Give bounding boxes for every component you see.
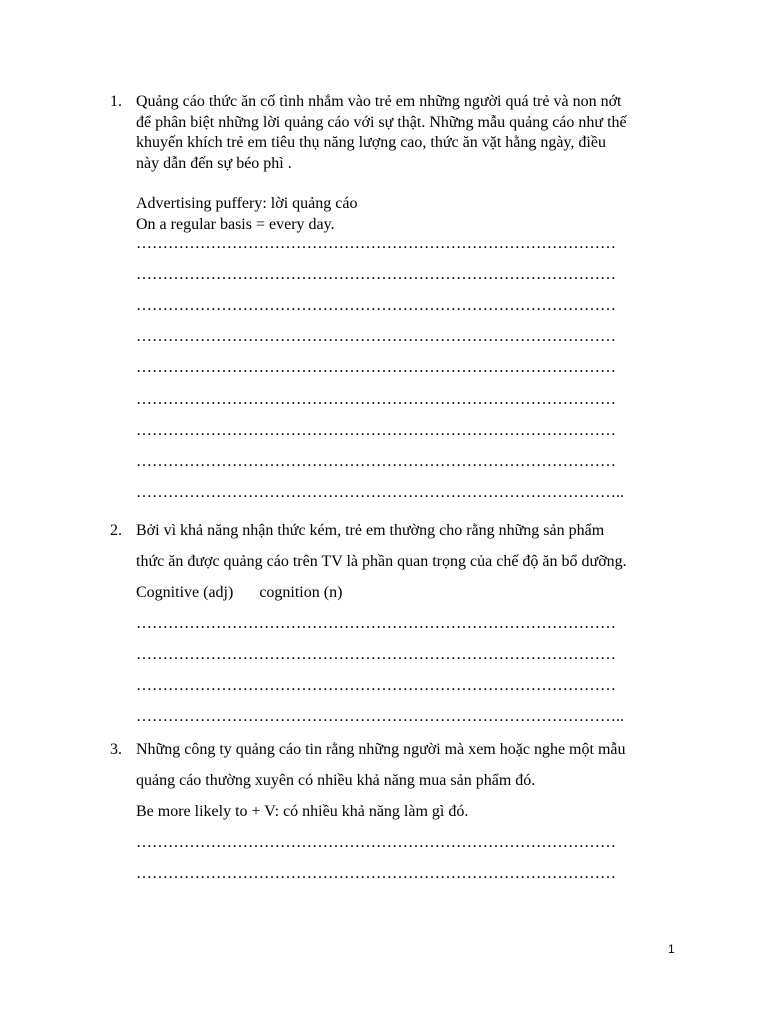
answer-line[interactable]: ……………………………………………………………………………….. <box>136 708 624 725</box>
answer-line[interactable]: ……………………………………………………………………………… <box>136 296 616 314</box>
sentence-line: Quảng cáo thức ăn cố tình nhắm vào trẻ em những người quá trẻ và non nớt <box>136 93 622 110</box>
sentence-line: thức ăn được quảng cáo trên TV là phần quan trọng của chế độ ăn bổ dưỡng. <box>136 553 627 570</box>
sentence-line: này dẫn đến sự béo phì . <box>136 154 292 172</box>
answer-area <box>136 228 690 509</box>
answer-line[interactable]: ……………………………………………………………………………… <box>136 615 616 632</box>
answer-line[interactable]: ……………………………………………………………………………… <box>136 265 616 283</box>
answer-line[interactable]: ……………………………………………………………………………… <box>136 421 616 439</box>
answer-line[interactable]: ……………………………………………………………………………… <box>136 234 616 252</box>
vocabulary-note: On a regular basis = every day. <box>136 215 335 233</box>
answer-line[interactable]: ……………………………………………………………………………….. <box>136 484 624 502</box>
answer-line[interactable]: ……………………………………………………………………………… <box>136 677 616 694</box>
item-number: 2. <box>110 522 122 539</box>
answer-line[interactable]: ……………………………………………………………………………… <box>136 328 616 346</box>
item-body <box>136 734 690 889</box>
vocabulary-note: Be more likely to + V: có nhiều khả năng làm gì đó. <box>136 803 469 820</box>
exercise-item-1 <box>110 92 690 508</box>
sentence-line: Bởi vì khả năng nhận thức kém, trẻ em thường cho rằng những sản phẩm <box>136 522 605 539</box>
exercise-item-2 <box>110 515 690 732</box>
answer-line[interactable]: ……………………………………………………………………………… <box>136 390 616 408</box>
vocabulary-note: Advertising puffery: lời quảng cáo <box>136 195 358 213</box>
term-adjective: Cognitive (adj) <box>136 584 234 601</box>
answer-area <box>136 608 690 732</box>
answer-line[interactable]: ……………………………………………………………………………… <box>136 834 616 851</box>
vocabulary-note <box>136 577 690 608</box>
sentence-line: khuyến khích trẻ em tiêu thụ năng lượng cao, thức ăn vặt hằng ngày, điều <box>136 134 606 152</box>
page-number: 1 <box>668 942 675 956</box>
item-body <box>136 515 690 732</box>
item-number: 3. <box>110 741 122 758</box>
answer-line[interactable]: ……………………………………………………………………………… <box>136 359 616 377</box>
sentence-line: Những công ty quảng cáo tin rằng những người mà xem hoặc nghe một mẫu <box>136 741 626 758</box>
item-number: 1. <box>110 93 122 110</box>
answer-line[interactable]: ……………………………………………………………………………… <box>136 865 616 882</box>
item-body <box>136 92 690 508</box>
sentence-line: để phân biệt những lời quảng cáo với sự thật. Những mẫu quảng cáo như thế <box>136 113 627 131</box>
answer-line[interactable]: ……………………………………………………………………………… <box>136 646 616 663</box>
exercise-item-3 <box>110 734 690 889</box>
spacer <box>136 174 690 194</box>
answer-line[interactable]: ……………………………………………………………………………… <box>136 452 616 470</box>
term-noun: cognition (n) <box>259 584 343 601</box>
answer-area <box>136 827 690 889</box>
sentence-line: quảng cáo thường xuyên có nhiều khả năng mua sản phẩm đó. <box>136 772 536 789</box>
